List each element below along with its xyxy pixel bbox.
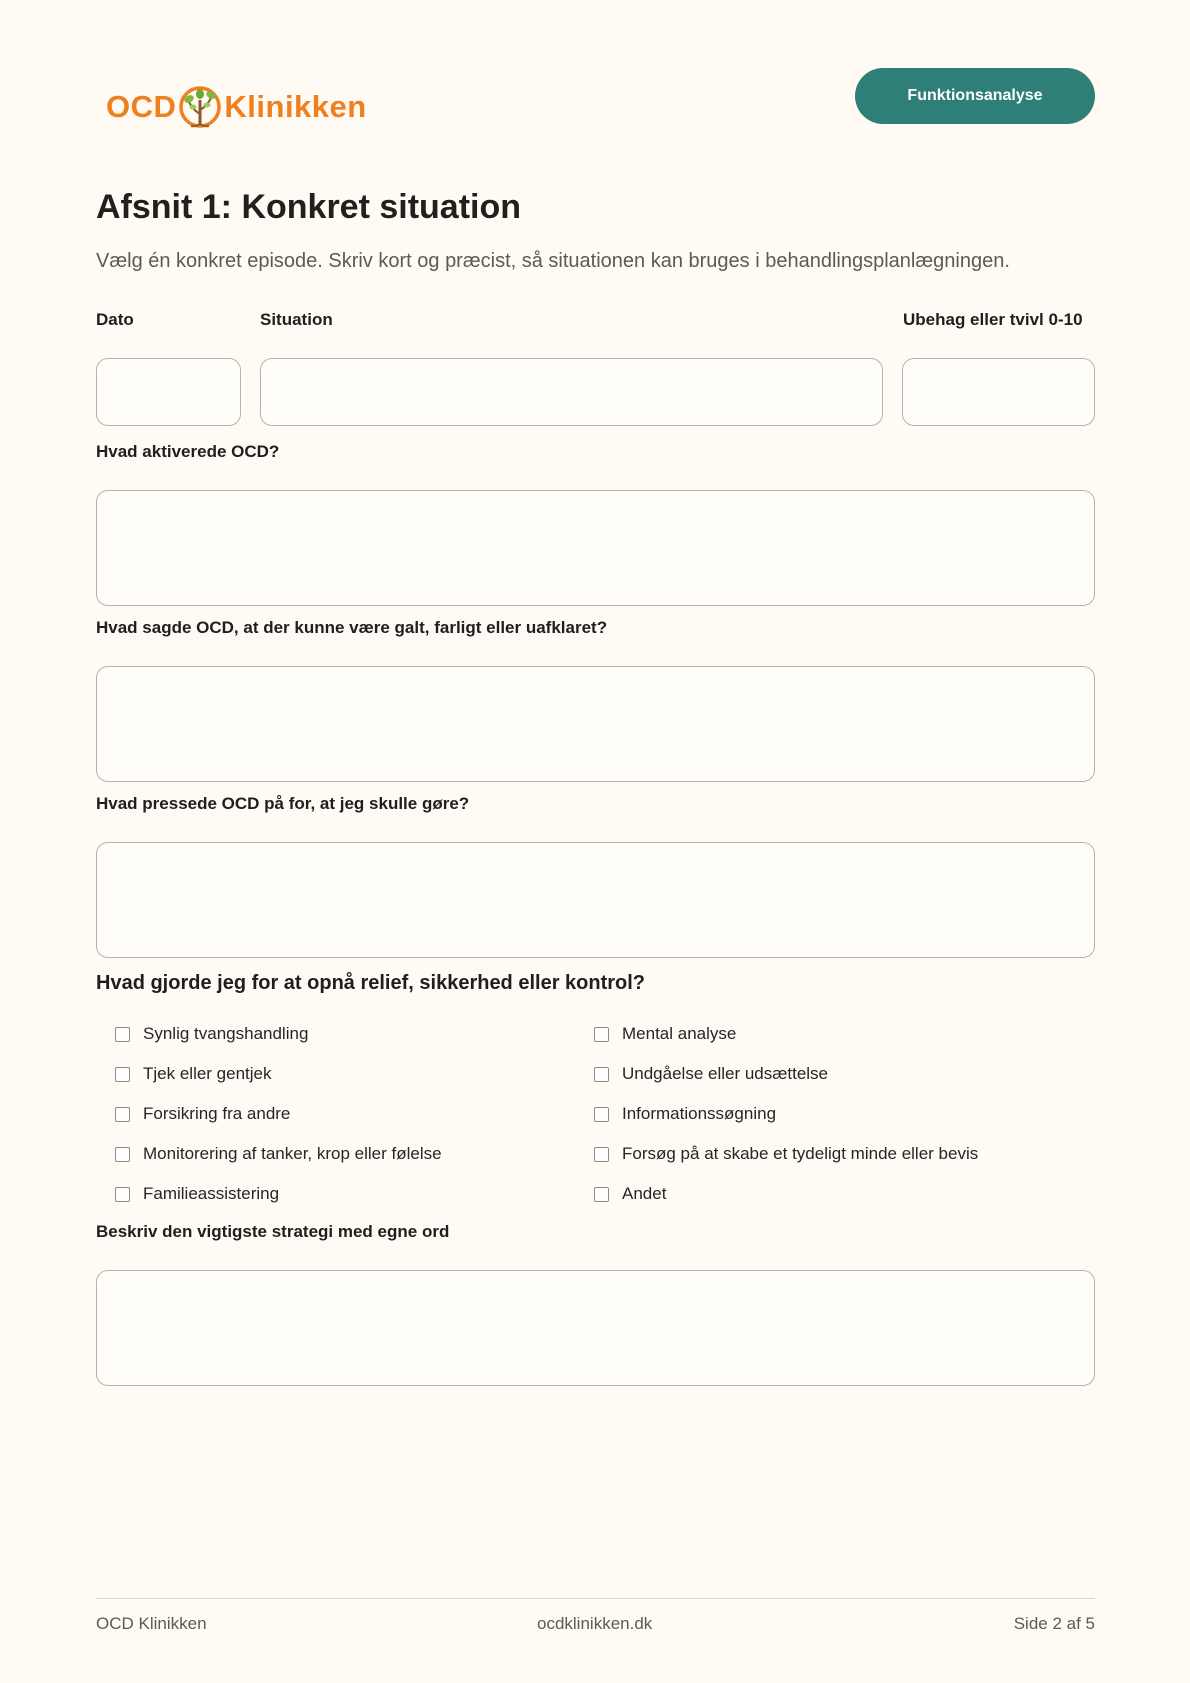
checkbox-square[interactable]: [115, 1187, 130, 1202]
checkbox-label: Informationssøgning: [622, 1104, 777, 1123]
checkbox-label: Synlig tvangshandling: [143, 1024, 309, 1043]
describe-strategy-label: Beskriv den vigtigste strategi med egne ord: [96, 1222, 450, 1241]
ocd-pressed-label: Hvad pressede OCD på for, at jeg skulle gøre?: [96, 794, 470, 813]
trigger-field[interactable]: [96, 490, 1095, 606]
checkbox-label: Forsøg på at skabe et tydeligt minde eller bevis: [622, 1144, 979, 1163]
ocd-said-label: Hvad sagde OCD, at der kunne være galt, farligt eller uafklaret?: [96, 618, 608, 637]
checkbox-square[interactable]: [594, 1107, 609, 1122]
footer-clinic-name: OCD Klinikken: [96, 1614, 207, 1633]
describe-strategy-field[interactable]: [96, 1270, 1095, 1386]
checkbox-label: Mental analyse: [622, 1024, 737, 1043]
checkbox-label: Forsikring fra andre: [143, 1104, 291, 1123]
checkbox-label: Familieassistering: [143, 1184, 280, 1203]
checkbox-square[interactable]: [115, 1067, 130, 1082]
tree-logo-icon: [177, 80, 223, 134]
date-label: Dato: [96, 310, 134, 329]
date-field[interactable]: [96, 358, 241, 426]
ocd-pressed-field[interactable]: [96, 842, 1095, 958]
strategies-heading: Hvad gjorde jeg for at opnå relief, sikkerhed eller kontrol?: [96, 972, 646, 994]
worksheet-type-badge: Funktionsanalyse: [855, 68, 1095, 124]
checkbox-square[interactable]: [594, 1187, 609, 1202]
checkbox-square[interactable]: [594, 1027, 609, 1042]
checkbox-label: Andet: [622, 1184, 667, 1203]
section-title: Afsnit 1: Konkret situation: [96, 188, 522, 226]
checkbox-square[interactable]: [115, 1107, 130, 1122]
footer-page-number: Side 2 af 5: [1013, 1614, 1095, 1633]
checkbox-square[interactable]: [115, 1147, 130, 1162]
clinic-logo: [106, 80, 367, 134]
checkbox-option[interactable]: [115, 1182, 279, 1206]
checkbox-option[interactable]: [594, 1022, 736, 1046]
checkbox-option[interactable]: [594, 1142, 978, 1166]
checkbox-label: Tjek eller gentjek: [143, 1064, 272, 1083]
section-intro: Vælg én konkret episode. Skriv kort og præcist, så situationen kan bruges i behandlingsplanlægningen.: [96, 250, 1010, 272]
footer-divider: [96, 1598, 1095, 1599]
ocd-said-field[interactable]: [96, 666, 1095, 782]
distress-rating-field[interactable]: [902, 358, 1095, 426]
checkbox-square[interactable]: [594, 1147, 609, 1162]
checkbox-option[interactable]: [594, 1182, 666, 1206]
checkbox-label: Undgåelse eller udsættelse: [622, 1064, 829, 1083]
checkbox-option[interactable]: [115, 1062, 272, 1086]
checkbox-option[interactable]: [594, 1102, 776, 1126]
checkbox-square[interactable]: [115, 1027, 130, 1042]
checkbox-option[interactable]: [115, 1142, 442, 1166]
checkbox-square[interactable]: [594, 1067, 609, 1082]
distress-label: Ubehag eller tvivl 0-10: [903, 310, 1083, 329]
footer-website: ocdklinikken.dk: [537, 1614, 653, 1633]
checkbox-label: Monitorering af tanker, krop eller følelse: [143, 1144, 442, 1163]
situation-label: Situation: [260, 310, 333, 329]
logo-text-klinikken: Klinikken: [224, 89, 367, 124]
checkbox-option[interactable]: [594, 1062, 828, 1086]
checkbox-option[interactable]: [115, 1102, 290, 1126]
checkbox-option[interactable]: [115, 1022, 308, 1046]
trigger-label: Hvad aktiverede OCD?: [96, 442, 280, 461]
situation-field[interactable]: [260, 358, 883, 426]
logo-text-ocd: OCD: [106, 89, 177, 124]
